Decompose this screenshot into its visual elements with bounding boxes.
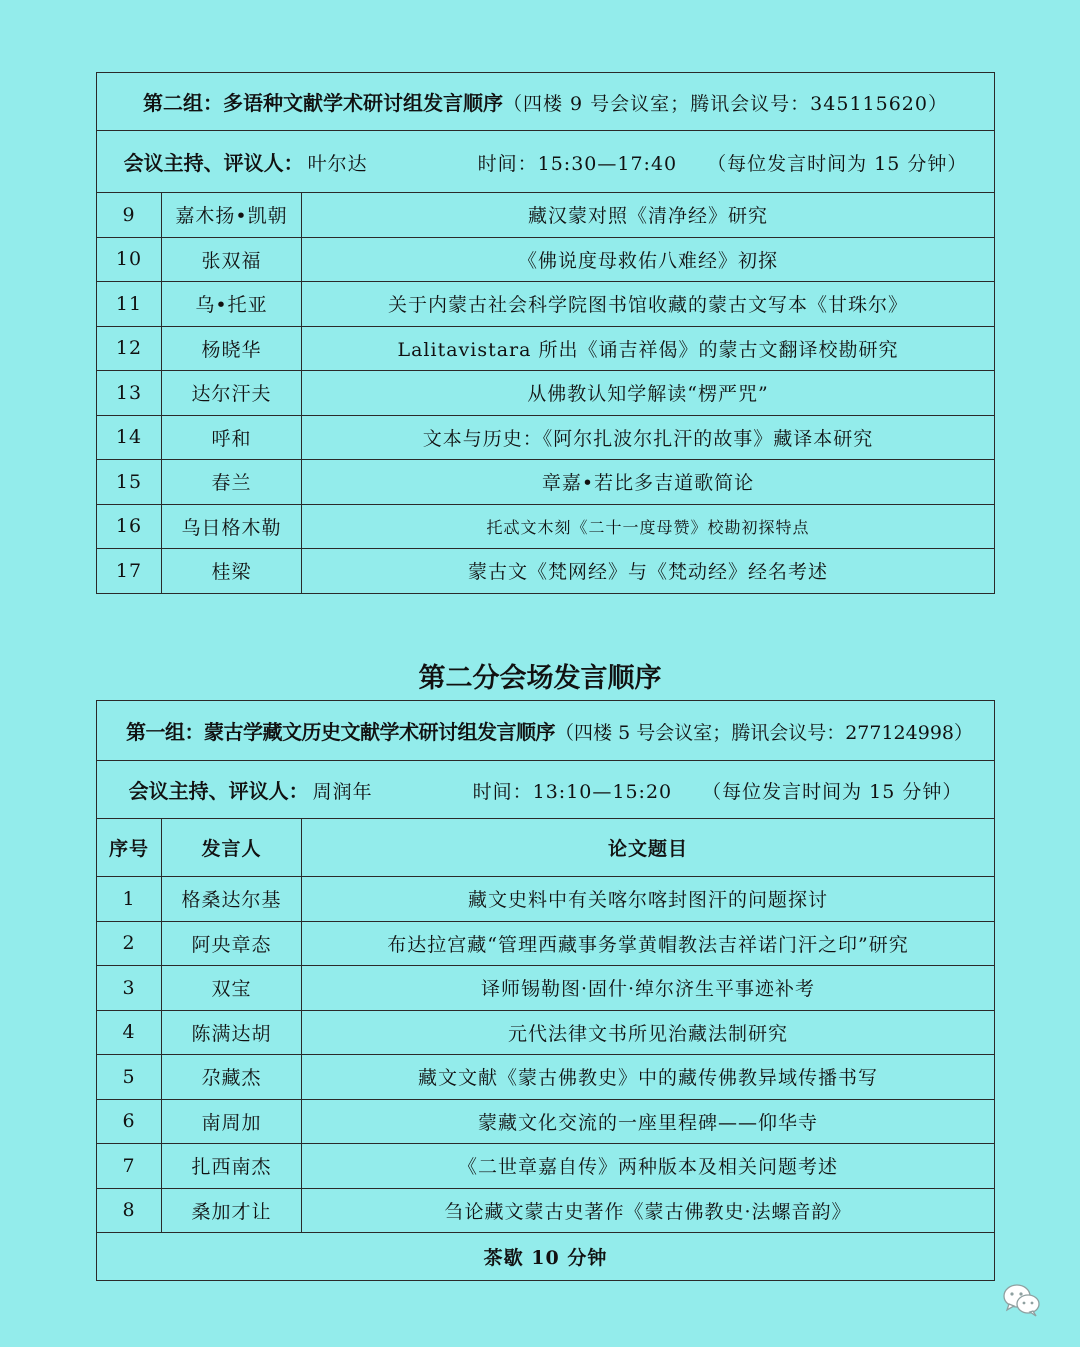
table-row [97,415,995,460]
cell-no: 1 [97,877,162,922]
time-note: （每位发言时间为 15 分钟） [702,781,963,803]
host-label: 会议主持、评议人： [123,151,304,175]
cell-title: 文本与历史：《阿尔扎波尔扎汗的故事》藏译本研究 [302,415,995,460]
cell-speaker: 呼和 [162,415,302,460]
cell-title: 译师锡勒图·固什·绰尔济生平事迹补考 [302,966,995,1011]
table-row [97,921,995,966]
host-label: 会议主持、评议人： [128,779,309,803]
group-a-header [97,73,995,131]
cell-title: Lalitavistara 所出《诵吉祥偈》的蒙古文翻译校勘研究 [302,326,995,371]
cell-speaker: 乌•托亚 [162,282,302,327]
group-b-meta [97,761,995,819]
table-row [97,966,995,1011]
cell-speaker: 杨晓华 [162,326,302,371]
time-note: （每位发言时间为 15 分钟） [707,153,968,175]
cell-title: 从佛教认知学解读“楞严咒” [302,371,995,416]
cell-no: 15 [97,460,162,505]
table-row [97,1010,995,1055]
table-row [97,193,995,238]
cell-no: 11 [97,282,162,327]
cell-no: 6 [97,1099,162,1144]
cell-speaker: 南周加 [162,1099,302,1144]
table-row [97,460,995,505]
col-no-header: 序号 [97,819,162,877]
cell-title: 关于内蒙古社会科学院图书馆收藏的蒙古文写本《甘珠尔》 [302,282,995,327]
col-speaker-header: 发言人 [162,819,302,877]
cell-title: 《佛说度母救佑八难经》初探 [302,237,995,282]
col-title-header: 论文题目 [302,819,995,877]
cell-no: 13 [97,371,162,416]
cell-title: 章嘉•若比多吉道歌简论 [302,460,995,505]
cell-no: 14 [97,415,162,460]
cell-title: 蒙古文《梵网经》与《梵动经》经名考述 [302,549,995,594]
group-a-room: （四楼 9 号会议室；腾讯会议号：345115620） [503,93,948,115]
group-a-table [96,72,995,594]
cell-speaker: 双宝 [162,966,302,1011]
tea-break: 茶歇 10 分钟 [97,1233,995,1281]
table-row [97,504,995,549]
cell-speaker: 陈满达胡 [162,1010,302,1055]
cell-title: 托忒文木刻《二十一度母赞》校勘初探特点 [302,504,995,549]
cell-no: 9 [97,193,162,238]
table-row [97,549,995,594]
cell-title: 藏汉蒙对照《清净经》研究 [302,193,995,238]
cell-title: 藏文文献《蒙古佛教史》中的藏传佛教异域传播书写 [302,1055,995,1100]
group-b-title: 第一组：蒙古学藏文历史文献学术研讨组发言顺序 [126,720,556,744]
cell-no: 12 [97,326,162,371]
cell-speaker: 乌日格木勒 [162,504,302,549]
table-row [97,1099,995,1144]
cell-no: 8 [97,1188,162,1233]
wechat-icon [1002,1282,1042,1318]
cell-no: 4 [97,1010,162,1055]
cell-no: 3 [97,966,162,1011]
cell-no: 16 [97,504,162,549]
table-row [97,1055,995,1100]
cell-speaker: 尕藏杰 [162,1055,302,1100]
cell-no: 10 [97,237,162,282]
cell-no: 7 [97,1144,162,1189]
table-row [97,326,995,371]
cell-title: 藏文史料中有关喀尔喀封图汗的问题探讨 [302,877,995,922]
column-header-row [97,819,995,877]
table-row [97,282,995,327]
section-title: 第二分会场发言顺序 [418,663,662,694]
cell-title: 刍论藏文蒙古史著作《蒙古佛教史·法螺音韵》 [302,1188,995,1233]
table-row [97,1188,995,1233]
cell-title: 元代法律文书所见治藏法制研究 [302,1010,995,1055]
cell-speaker: 张双福 [162,237,302,282]
table-row [97,1144,995,1189]
session-time: 时间：15:30—17:40 [477,153,678,175]
cell-speaker: 阿央章态 [162,921,302,966]
table-row [97,237,995,282]
cell-speaker: 桑加才让 [162,1188,302,1233]
group-b-table [96,700,995,1281]
cell-speaker: 嘉木扬•凯朝 [162,193,302,238]
group-a-title: 第二组：多语种文献学术研讨组发言顺序 [143,91,504,115]
session-time: 时间：13:10—15:20 [472,781,673,803]
cell-title: 蒙藏文化交流的一座里程碑——仰华寺 [302,1099,995,1144]
group-b-header [97,701,995,761]
cell-speaker: 桂梁 [162,549,302,594]
group-a-meta [97,131,995,193]
cell-speaker: 春兰 [162,460,302,505]
group-b-room: （四楼 5 号会议室；腾讯会议号：277124998） [555,722,973,744]
tea-break-row [97,1233,995,1281]
cell-no: 2 [97,921,162,966]
cell-speaker: 达尔汗夫 [162,371,302,416]
cell-title: 布达拉宫藏“管理西藏事务掌黄帽教法吉祥诺门汗之印”研究 [302,921,995,966]
cell-speaker: 扎西南杰 [162,1144,302,1189]
cell-no: 5 [97,1055,162,1100]
cell-speaker: 格桑达尔基 [162,877,302,922]
table-row [97,371,995,416]
cell-no: 17 [97,549,162,594]
cell-title: 《二世章嘉自传》两种版本及相关问题考述 [302,1144,995,1189]
host-name: 叶尔达 [307,153,368,175]
table-row [97,877,995,922]
host-name: 周润年 [312,781,373,803]
